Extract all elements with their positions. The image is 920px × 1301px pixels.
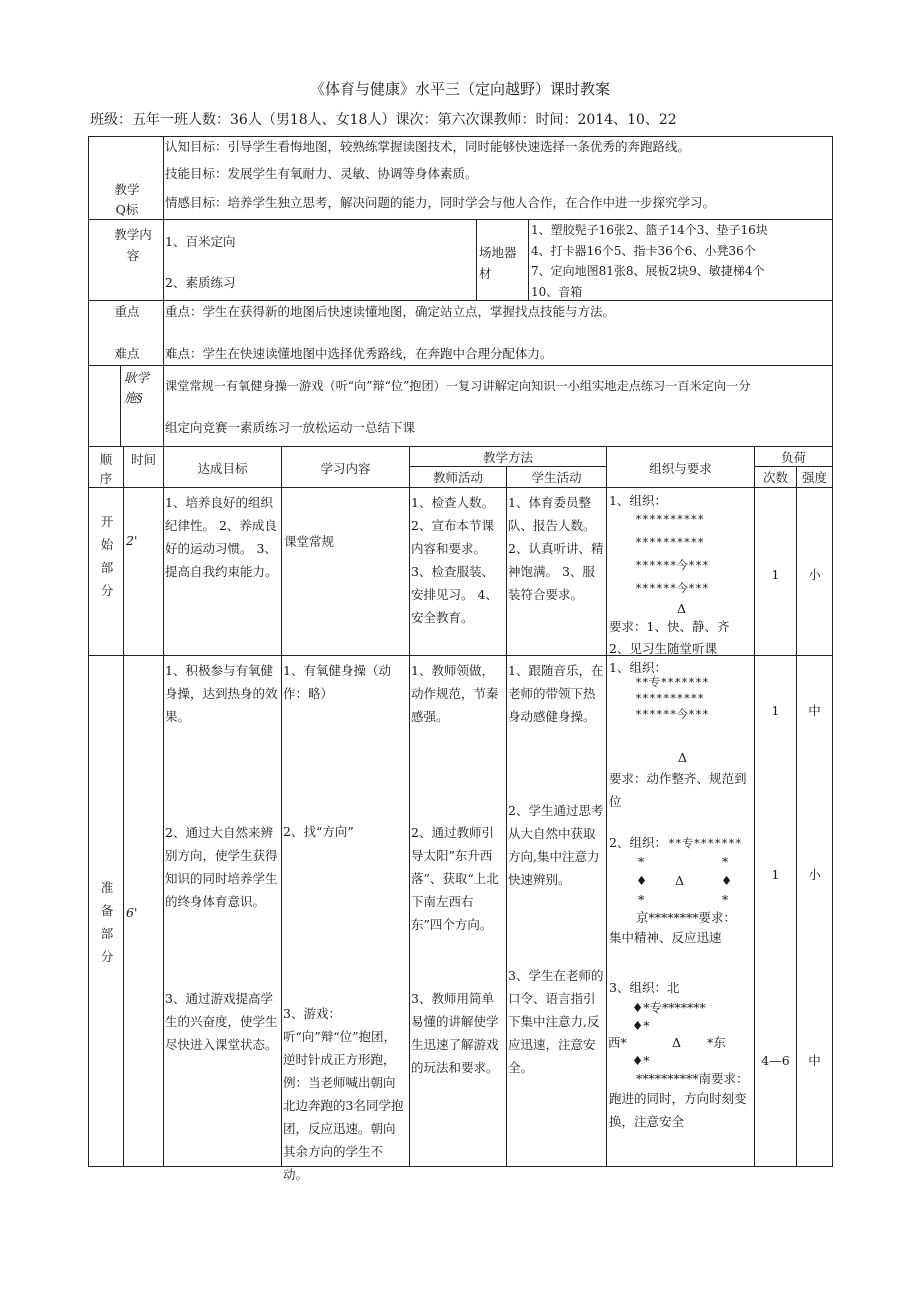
prep-a-org-label: 1、组织：: [609, 660, 667, 675]
prep-a-formation-row-1: **专*******: [635, 675, 709, 689]
prep-c-teacher-marker: Δ: [672, 1035, 682, 1050]
cognitive-objective: 认知目标：引导学生看悔地图，较熟练掌握读图技术，同时能够快速选择一条优秀的奔跑路线。: [165, 139, 691, 154]
prep-a-count: 1: [771, 703, 780, 718]
prep-b-requirement: 集中精神、反应迅速: [609, 930, 722, 945]
prep-b-goal: 2、通过大自然来辨别方向，使学生获得知识的同时培养学生的终身体育意识。: [165, 825, 278, 909]
measures-line-1: 课堂常规一有氧健身操一游戏（听“向”辩“位”抱团）一复习讲解定向知识一小组实地走点练习一百米定向一分: [165, 379, 751, 393]
prep-c-goal: 3、通过游戏提高学生的兴奋度，使学生尽快进入课堂状态。: [165, 991, 278, 1052]
difficulty-label: 难点: [114, 346, 140, 361]
start-student-activity: 1、体育委员整队、报告人数。 2、认真听讲、精神饱满。 3、服装符合要求。: [508, 495, 604, 602]
start-char-2: 始: [100, 537, 114, 552]
content-item-1: 1、百米定向: [165, 234, 236, 249]
prep-a-student-activity: 1、跟随音乐，在老师的带领下热身动感健身操。: [508, 663, 604, 724]
start-char-3: 部: [100, 560, 114, 575]
prep-b-formation-3-right: ♦: [721, 873, 733, 888]
prep-b-formation-row-1: **专*******: [668, 836, 742, 850]
start-org-label: 1、组织：: [609, 493, 667, 508]
prep-b-count: 1: [771, 867, 780, 882]
header-load: 负荷: [780, 450, 806, 465]
venue-line-3: 7、定向地图81张8、展板2块9、敏捷梯4个: [531, 264, 765, 278]
start-content: 课堂常规: [284, 534, 335, 549]
prep-char-2: 备: [100, 903, 114, 918]
start-time: 2': [126, 533, 138, 548]
venue-equipment-list: [529, 218, 770, 304]
skill-objective: 技能目标：发展学生有氧耐力、灵敏、协调等身体素质。: [165, 166, 478, 181]
venue-label-line2: 材: [479, 266, 492, 281]
venue-line-2: 4、打卡器16个5、指卡36个6、小凳36个: [531, 243, 756, 258]
prep-c-content: 3、游戏：听“向”辩“位”抱团，逆时针成正方形跑，例：当老师喊出朝向北边奔跑的3名同学抱团，反应迅速。朝向其余方向的学生不动。: [283, 1006, 404, 1182]
venue-label-line1: 场地器: [479, 245, 517, 260]
prep-c-count: 4—6: [761, 1053, 790, 1068]
venue-label: [477, 240, 527, 286]
start-section-label: [94, 508, 120, 604]
start-teacher-marker: Δ: [677, 601, 687, 616]
prep-a-content: 1、有氧健身操（动作：略）: [283, 663, 391, 701]
prep-c-intensity: 中: [808, 1053, 821, 1068]
key-point-label: 重点: [114, 304, 140, 319]
prep-a-goal: 1、积极参与有氧健身操，达到热身的效果。: [165, 663, 278, 724]
measures-label: [122, 366, 162, 410]
start-requirement-1: 要求：1、快、静、齐: [609, 619, 730, 634]
prep-b-student-activity: 2、学生通过思考从大自然中获取方向,集中注意力快速辨别。: [508, 803, 604, 887]
prep-b-formation-2-right: *: [722, 854, 729, 869]
prep-c-formation-row-1: ♦*专*******: [632, 1000, 706, 1015]
prep-a-formation-row-3: ******今***: [635, 707, 709, 721]
prep-c-student-activity: 3、学生在老师的口令、语言指引下集中注意力,反应迅速，注意安全。: [508, 968, 604, 1075]
class-info: 班级：五年一班人数：36人（男18人、女18人）课次：第六次课教师：时间：2014、10、22: [90, 112, 677, 128]
prep-section-label: [94, 874, 120, 970]
difficulty-text: 难点：学生在快速读懂地图中选择优秀路线，在奔跑中合理分配体力。: [165, 346, 553, 361]
header-method: 教学方法: [482, 450, 533, 465]
start-intensity: 小: [808, 567, 821, 582]
prep-b-formation-row-5: 京********要求：: [636, 910, 737, 925]
prep-time: 6': [126, 905, 138, 920]
prep-c-formation-row-5: **********南要求：: [636, 1071, 749, 1086]
header-count: 次数: [762, 470, 788, 485]
prep-c-teacher-activity: 3、教师用简单易懂的讲解使学生迅速了解游戏的玩法和要求。: [411, 991, 499, 1075]
content-item-2: 2、素质练习: [165, 275, 236, 290]
prep-char-1: 准: [100, 880, 114, 895]
prep-b-teacher-activity: 2、通过教师引导太阳”东升西落”、获取“上北下南左西右东”四个方向。: [411, 825, 499, 932]
header-student: 学生活动: [531, 470, 582, 485]
content-label-line1: 教学内: [114, 227, 152, 242]
prep-a-intensity: 中: [808, 703, 821, 718]
measures-line-2: 组定向竞赛一素质练习一放松运动一总结下课: [165, 420, 416, 435]
prep-b-teacher-marker: Δ: [675, 873, 685, 888]
prep-b-org-label: 2、组织：: [609, 835, 667, 850]
start-char-4: 分: [100, 583, 114, 598]
start-count: 1: [771, 567, 780, 582]
header-org: 组织与要求: [649, 461, 712, 476]
venue-line-1: 1、塑胶髡子16张2、篮子14个3、垫子16块: [531, 223, 768, 237]
header-goal: 达成目标: [197, 461, 248, 476]
prep-c-formation-row-4: ♦*: [632, 1053, 650, 1068]
key-point-text: 重点：学生在获得新的地图后快速读懂地图，确定站立点，掌握找点技能与方法。: [165, 304, 616, 319]
content-label-line2: 容: [126, 248, 140, 263]
prep-b-formation-3-left: ♦: [636, 873, 648, 888]
prep-b-formation-4-right: *: [722, 892, 729, 907]
prep-a-teacher-marker: Δ: [678, 750, 688, 765]
start-requirement-2: 2、见习生随堂听课: [609, 641, 717, 656]
start-formation-row-3: ******今***: [635, 558, 709, 572]
prep-a-formation-row-2: **********: [635, 691, 705, 705]
start-goal: 1、培养良好的组织纪律性。 2、养成良好的运动习惯。 3、提高自我约束能力。: [165, 495, 278, 579]
prep-a-requirement: 要求：动作整齐、规范到位: [609, 771, 747, 809]
start-teacher-activity: 1、检查人数。 2、宣布本节课内容和要求。 3、检查服装、安排见习。 4、安全教育。: [411, 495, 498, 625]
header-order-line1: 顺: [99, 452, 113, 467]
prep-char-3: 部: [100, 926, 114, 941]
header-order: [89, 448, 123, 490]
start-char-1: 开: [100, 514, 114, 529]
measures-label-line2: 施§: [124, 390, 143, 405]
objectives-label-line1: 教学: [114, 182, 140, 197]
prep-c-formation-row-2: ♦*: [632, 1018, 650, 1033]
header-teacher: 教师活动: [432, 470, 483, 485]
header-order-line2: 序: [99, 471, 113, 486]
header-time: 时间: [130, 452, 156, 467]
prep-b-formation-2-left: *: [638, 854, 645, 869]
prep-b-formation-4-left: *: [638, 892, 645, 907]
start-formation: [633, 506, 711, 602]
header-intensity: 强度: [801, 470, 827, 485]
start-formation-row-2: **********: [635, 535, 705, 549]
prep-b-content: 2、找“方向”: [283, 824, 354, 839]
affective-objective: 情感目标：培养学生独立思考，解决问题的能力，同时学会与他人合作，在合作中进一步探究学习。: [165, 195, 716, 210]
prep-a-teacher-activity: 1、教师领做，动作规范，节秦感强。: [411, 663, 499, 724]
objectives-label-line2: Q标: [115, 202, 139, 217]
venue-line-4: 10、音箱: [531, 284, 583, 299]
content-label: [104, 222, 162, 268]
objectives-label: [95, 178, 159, 222]
measures-label-line1: 耿学: [124, 370, 150, 385]
start-formation-row-4: ******今***: [635, 581, 709, 595]
prep-char-4: 分: [100, 949, 114, 964]
prep-c-requirement: 跑进的同时，方向时刻变换，注意安全: [609, 1091, 747, 1129]
page-title: 《体育与健康》水平三（定向越野）课时教案: [309, 80, 610, 98]
header-content: 学习内容: [320, 461, 371, 476]
prep-c-west: 西*: [608, 1035, 627, 1050]
prep-c-east: *东: [707, 1035, 726, 1050]
prep-a-formation: [633, 672, 711, 724]
prep-b-intensity: 小: [808, 867, 821, 882]
prep-c-org-label: 3、组织：北: [609, 980, 680, 995]
start-formation-row-1: **********: [635, 512, 705, 526]
